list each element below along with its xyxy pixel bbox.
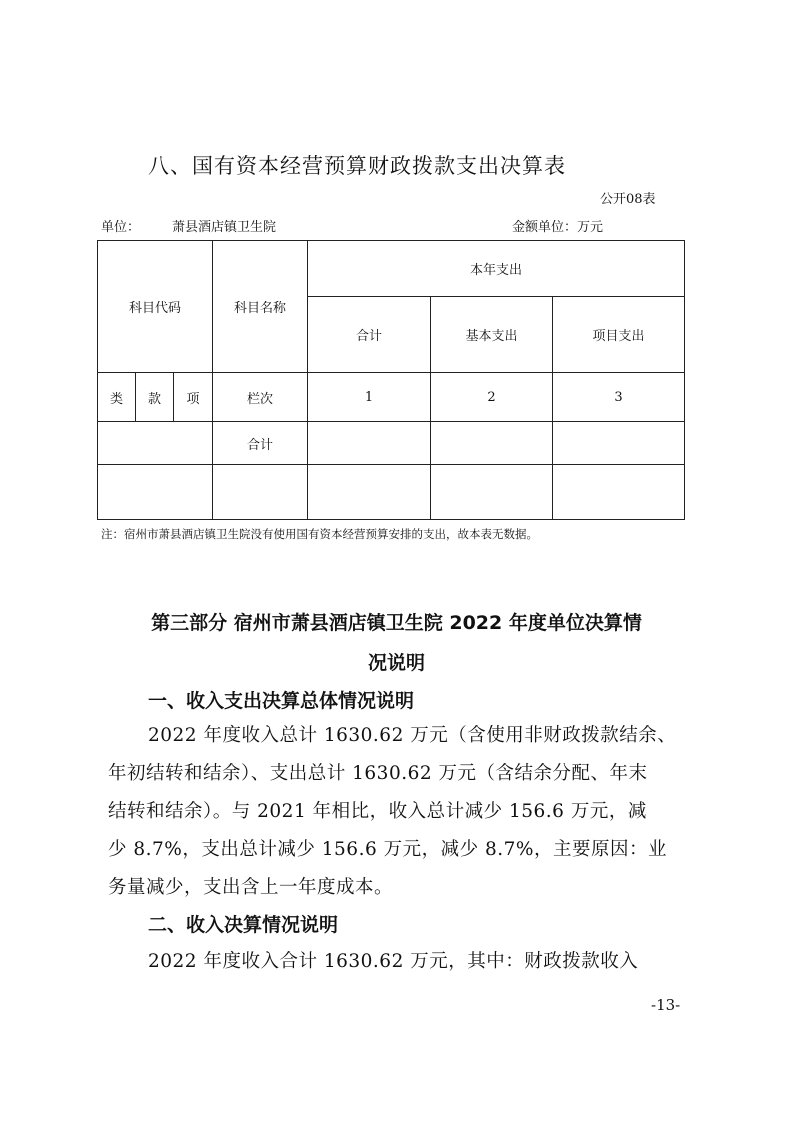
unit-label: 单位： — [101, 220, 141, 235]
table-title: 八、国有资本经营预算财政拨款支出决算表 — [148, 154, 566, 178]
section1-line: 年初结转和结余）、支出总计 1630.62 万元（含结余分配、年末 — [108, 763, 648, 784]
part3-title-line2: 况说明 — [367, 652, 425, 674]
section2-line: 2022 年度收入合计 1630.62 万元，其中：财政拨款收入 — [148, 951, 639, 972]
section2-heading: 二、收入决算情况说明 — [148, 914, 339, 936]
header-xiang: 项 — [174, 373, 213, 422]
header-column-no: 栏次 — [213, 373, 308, 422]
total-row-label: 合计 — [213, 422, 308, 465]
section1-line: 务量减少，支出含上一年度成本。 — [108, 877, 394, 898]
header-kuan: 款 — [136, 373, 174, 422]
section1-line: 结转和结余）。与 2021 年相比，收入总计减少 156.6 万元，减 — [108, 801, 647, 822]
part3-title-line1: 第三部分 宿州市萧县酒店镇卫生院 2022 年度单位决算情 — [151, 612, 642, 634]
table-row — [98, 465, 685, 520]
header-lei: 类 — [98, 373, 136, 422]
header-col1: 1 — [308, 373, 431, 422]
header-subject-code: 科目代码 — [98, 241, 213, 373]
header-col2: 2 — [431, 373, 553, 422]
page-number: -13- — [651, 996, 681, 1014]
expenditure-table — [97, 240, 685, 520]
header-project: 项目支出 — [553, 297, 685, 373]
unit-name: 萧县酒店镇卫生院 — [172, 220, 277, 235]
header-current-year: 本年支出 — [308, 241, 685, 297]
section1-heading: 一、收入支出决算总体情况说明 — [148, 690, 415, 712]
header-subject-name: 科目名称 — [213, 241, 308, 373]
table-row — [98, 422, 685, 465]
header-total: 合计 — [308, 297, 431, 373]
form-number: 公开08表 — [600, 192, 656, 207]
amount-unit: 金额单位：万元 — [512, 220, 604, 235]
header-basic: 基本支出 — [431, 297, 553, 373]
table-note: 注：宿州市萧县酒店镇卫生院没有使用国有资本经营预算安排的支出，故本表无数据。 — [101, 527, 538, 541]
header-col3: 3 — [553, 373, 685, 422]
section1-line: 2022 年度收入总计 1630.62 万元（含使用非财政拨款结余、 — [148, 725, 677, 746]
section1-line: 少 8.7%，支出总计减少 156.6 万元，减少 8.7%，主要原因：业 — [108, 839, 667, 860]
